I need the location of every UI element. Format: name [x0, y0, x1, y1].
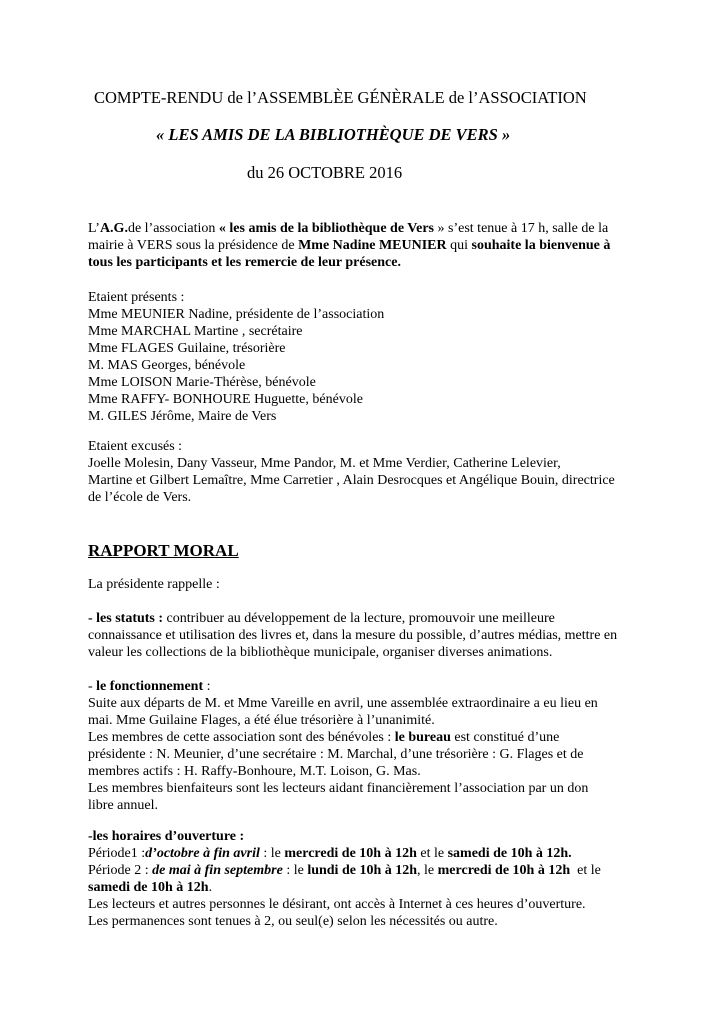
fonct-line-2: mai. Mme Guilaine Flages, a été élue trésorière à l’unanimité. [88, 713, 435, 728]
statuts-line-3: valeur les collections de la bibliothèque municipale, organiser diverses animations. [88, 645, 553, 660]
excuses-list [88, 438, 648, 506]
intro-paragraph [88, 220, 648, 271]
presents-list [88, 289, 648, 425]
fonct-label-line: - le fonctionnement : [88, 679, 211, 694]
intro-line-3: tous les participants et les remercie de leur présence. [88, 255, 401, 270]
intro-line-2: mairie à VERS sous la présidence de Mme Nadine MEUNIER qui souhaite la bienvenue à [88, 238, 611, 253]
fonct-line-1: Suite aux départs de M. et Mme Vareille en avril, une assemblée extraordinaire a eu lieu en [88, 696, 598, 711]
intro-line-1: L’A.G.de l’association « les amis de la bibliothèque de Vers » s’est tenue à 17 h, salle de la [88, 221, 609, 236]
presents-item: Mme FLAGES Guilaine, trésorière [88, 341, 286, 356]
periode-2-cont: samedi de 10h à 12h. [88, 880, 213, 895]
fonct-line-7: libre annuel. [88, 798, 158, 813]
permanences-line: Les permanences sont tenues à 2, ou seul(e) selon les nécessités ou autre. [88, 914, 498, 929]
presents-item: Mme MEUNIER Nadine, présidente de l’association [88, 307, 385, 322]
presents-label: Etaient présents : [88, 290, 185, 305]
fonct-line-4: présidente : N. Meunier, d’une secrétaire : M. Marchal, d’une trésorière : G. Flages et de [88, 747, 584, 762]
fonct-line-3: Les membres de cette association sont des bénévoles : le bureau est constitué d’une [88, 730, 560, 745]
rapport-rappel [88, 576, 648, 593]
horaires-label: -les horaires d’ouverture : [88, 829, 245, 844]
excuses-line: Martine et Gilbert Lemaître, Mme Carretier , Alain Desrocques et Angélique Bouin, directrice [88, 473, 615, 488]
title-line-2: « LES AMIS DE LA BIBLIOTHÈQUE DE VERS » [156, 125, 511, 144]
statuts-line-2: connaissance et utilisation des livres et, dans la mesure du possible, d’autres médias, mettre en [88, 628, 618, 643]
presents-item: M. GILES Jérôme, Maire de Vers [88, 409, 277, 424]
lecteurs-line: Les lecteurs et autres personnes le désirant, ont accès à Internet à ces heures d’ouverture. [88, 897, 586, 912]
presents-item: Mme LOISON Marie-Thérèse, bénévole [88, 375, 316, 390]
periode-2: Période 2 : de mai à fin septembre : le lundi de 10h à 12h, le mercredi de 10h à 12h et le [88, 863, 601, 878]
rapport-moral-heading: RAPPORT MORAL [88, 541, 239, 560]
fonct-line-6: Les membres bienfaiteurs sont les lecteurs aidant financièrement l’association par un don [88, 781, 589, 796]
periode-1: Période1 :d’octobre à fin avril : le mercredi de 10h à 12h et le samedi de 10h à 12h. [88, 846, 572, 861]
presents-item: Mme RAFFY- BONHOURE Huguette, bénévole [88, 392, 363, 407]
fonct-line-5: membres actifs : H. Raffy-Bonhoure, M.T. Loison, G. Mas. [88, 764, 421, 779]
fonctionnement-paragraph [88, 678, 648, 814]
statuts-line-1: - les statuts : contribuer au développement de la lecture, promouvoir une meilleure [88, 611, 555, 626]
presents-item: Mme MARCHAL Martine , secrétaire [88, 324, 303, 339]
excuses-line: de l’école de Vers. [88, 490, 192, 505]
title-line-1: COMPTE-RENDU de l’ASSEMBLÈE GÉNÈRALE de l’ASSOCIATION [94, 88, 587, 107]
horaires-paragraph [88, 828, 648, 930]
excuses-line: Joelle Molesin, Dany Vasseur, Mme Pandor, M. et Mme Verdier, Catherine Lelevier, [88, 456, 561, 471]
excuses-label: Etaient excusés : [88, 439, 183, 454]
presents-item: M. MAS Georges, bénévole [88, 358, 246, 373]
statuts-paragraph [88, 610, 648, 661]
rappel-text: La présidente rappelle : [88, 577, 220, 592]
title-date: du 26 OCTOBRE 2016 [247, 163, 403, 182]
